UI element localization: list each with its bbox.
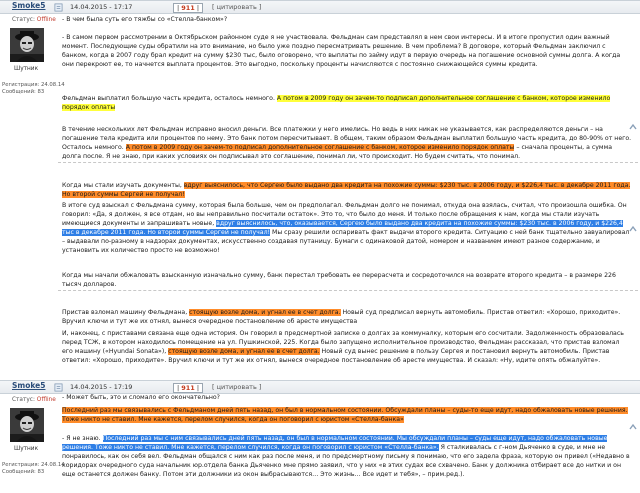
- text-span: В течение нескольких лет Фельдман исправно вносил деньги. Все платежки у него имелись. Но ведь в них никак не указывается, как распределяются деньги – на погашение тела кредита или процентов по нему. Это банк потом пересчитывает. В общем, таким образом Фельдман выплатил большую часть кредита, до 80-90% от него. Осталось немного.: [62, 126, 632, 151]
- post-number: 911: [181, 4, 195, 12]
- section-divider: [58, 162, 638, 163]
- post-paragraph: [62, 182, 632, 200]
- text-span: - Я не знаю.: [62, 435, 103, 442]
- user-rank: Шутник: [14, 66, 39, 72]
- text-span: Мы сразу решили оспаривать факт выдачи второго кредита. Ситуацию с ней банк тщательно завуалировал – выдавали по-разному в надзорах документах, искусственно создавая путаницу. Бумаги с одинаковой датой, номером и названием имеют разное содержание, и установить их количество просто не возможно!: [62, 228, 630, 254]
- text-span: Я сталкивалась с г-ном Дьяченко в суде, и мне не понравилось, как он себя вел. Фельдман общался с ним как раз после меня, и по предсмертному письму я понимаю, что его задела фраза, которую он привел («Недавно в коридорах очередного суда начальник юр.отдела банка Дьяченко мне прямо заявил, что у них «в этих судах все схвачено. Банк у должника отбирает все до нитки и он еще останется должен банку. Потом эти должники из окон выбрасываются… Это жизнь… Все идет и тебя», – прим.ред.).: [62, 443, 630, 478]
- quote-button[interactable]: [ цитировать ]: [212, 3, 262, 11]
- username-link[interactable]: Smoke5: [12, 1, 46, 10]
- post-header: [0, 380, 640, 394]
- post-paragraph: [62, 407, 632, 425]
- post-paragraph: [62, 126, 632, 162]
- avatar[interactable]: [10, 28, 44, 62]
- post-header: [0, 0, 640, 14]
- post-icon: [54, 383, 63, 392]
- text-span: Новый суд предписал вернуть автомобиль. Пристав ответил: «Хорошо, приходите». Вручил ключи и тут же их отнял, вынеся очередное постановление об аресте имущества: [62, 309, 621, 325]
- status-line: [12, 16, 56, 25]
- text-span: Пристав взломал машину Фельдмана,: [62, 309, 190, 316]
- highlighted-text: А потом в 2009 году он зачем-то подписал дополнительное соглашение с банком, которое изменило порядок оплаты: [125, 143, 515, 151]
- status-value: Offline: [36, 17, 56, 23]
- post-number: 911: [181, 384, 195, 392]
- post-paragraph: Когда мы начали обжаловать взысканную изначально сумму, банк перестал требовать ее перерасчета и сосредоточился на возврате второго кредита – в размере 226 тысяч долларов.: [62, 272, 616, 288]
- avatar[interactable]: [10, 408, 44, 442]
- section-divider: [58, 290, 638, 291]
- scroll-arrow-icon[interactable]: [628, 422, 638, 432]
- highlighted-text: стоящую возле дома, и угнал ее в счет долга.: [189, 309, 341, 316]
- highlighted-text: вдруг выяснилось, что, оказывается, Сергею было выдано два кредита на похожие суммы: $230 тыс. в 2006 году, и $226,4 тыс в декабре 2011 года. Но второй суммы Сергей не получал!: [62, 219, 623, 236]
- avatar-image: [10, 28, 44, 62]
- status-line: [12, 396, 56, 405]
- post-paragraph: - В чем была суть его тяжбы со «Стелла-банком»?: [62, 16, 228, 23]
- user-rank: Шутник: [14, 446, 39, 452]
- text-span: И, наконец, с приставами связана еще одна история. Он говорил в предсмертной записке о долгах за коммуналку, которым его сосчитали. Задолженность образовалась перед ТСЖ, в котором находилось помещение на ул. Пушкинской, 225. Когда было запущено исполнительное производство, Фельдман рассказал, что пристав взломал его машину («Hyundai Sonata»),: [62, 330, 624, 355]
- post-paragraph: - В самом первом рассмотрении в Октябрьском районном суде я не участвовала. Фельдман сам представлял в нем свои интересы. И в итоге пропустил один важный момент. Последующие суды обратили на это внимание, но было уже поздно пересматривать решение. В чем проблема? В договоре, который Фельдман заключил с банком, когда в 2007 году брал кредит на сумму $230 тыс, было оговорено, что выплаты по займу идут в первую очередь на погашение основной суммы долга. А когда они перекроют ее, то начнется выплата процентов. Это выгодно, поскольку проценты начисляются с постоянно снижающейся суммы кредита.: [62, 34, 621, 68]
- forum-post: [0, 380, 640, 493]
- post-paragraph: [62, 330, 632, 366]
- post-paragraph: [62, 95, 632, 113]
- registration-date: Регистрация: 24.08.14: [2, 462, 65, 468]
- post-icon: [54, 3, 63, 12]
- highlighted-text: стоящую возле дома, и угнал ее в счет долга.: [168, 347, 320, 355]
- scroll-arrow-icon[interactable]: [628, 122, 638, 132]
- scroll-arrow-icon[interactable]: [628, 224, 638, 234]
- post-date: 14.04.2015 - 17:17: [70, 3, 133, 11]
- status-label: Статус:: [12, 17, 35, 23]
- text-span: Новый суд вынес решение в пользу Сергея и постановил вернуть автомобиль. Пристав ответил: «Хорошо, приходите». Вручил ключи и тут же их отнял, вынеся очередное постановление об аресте имущества. И сказал: «Ну, идите опять обжалуйте».: [62, 347, 610, 364]
- post-date: 14.04.2015 - 17:19: [70, 383, 133, 391]
- post-paragraph: [62, 202, 632, 255]
- quote-button[interactable]: [ цитировать ]: [212, 383, 262, 391]
- post-paragraph: [62, 309, 632, 327]
- post-paragraph: [62, 435, 632, 480]
- highlighted-text: вдруг выяснилось, что Сергею было выдано два кредита на похожие суммы: $230 тыс. в 2006 году, и $226,4 тыс. в декабре 2011 года. Но второй суммы Сергей не получал!: [62, 182, 631, 198]
- avatar-image: [10, 408, 44, 442]
- username-link[interactable]: Smoke5: [12, 381, 46, 390]
- highlighted-text: Последний раз мы связывались с Фельдманом дней пять назад, он был в нормальном состоянии. Обсуждали планы – суды-то еще идут, надо обжаловать новые решения. Тоже никто не ставил. Мне кажется, перелом случился, когда он поговорил с юристом «Стелла-банка»: [62, 407, 628, 423]
- message-count: Сообщений: 83: [2, 89, 45, 95]
- message-count: Сообщений: 83: [2, 469, 45, 475]
- text-span: В итоге суд взыскал с Фельдмана сумму, которая была больше, чем он предполагал. Фельдман долго не понимал, откуда она взялась, считал, что произошла ошибка. Он говорил: «Да, я должен, я все отдам, но вы неправильно посчитали остаток». Это то, что было до меня. И только после обращения к нам, когда мы стали изучать имеющиеся документы и запрашивать новые,: [62, 202, 627, 227]
- text-span: – сначала проценты, а сумма долга после. Я не знаю, при каких условиях он подписывал это соглашение, понимал ли, что происходит. Но будем считать, что понимал.: [62, 143, 613, 160]
- text-span: Фельдман выплатил большую часть кредита, осталось немного.: [62, 95, 277, 102]
- registration-date: Регистрация: 24.08.14: [2, 82, 65, 88]
- highlighted-text: А потом в 2009 году он зачем-то подписал дополнительное соглашение с банком, которое изменило порядок оплаты: [62, 95, 611, 111]
- post-number-badge[interactable]: | 911 |: [173, 3, 203, 13]
- highlighted-text: Последний раз мы с ним связывались дней пять назад, он был в нормальном состоянии. Мы обсуждали планы – суды еще идут, надо обжаловать новые решения. Тоже никто не ставил. Мне кажется, перелом случился, когда он поговорил с юристом «Стелла-банка».: [62, 435, 608, 451]
- status-value: Offline: [36, 397, 56, 403]
- status-label: Статус:: [12, 397, 35, 403]
- text-span: Когда мы стали изучать документы,: [62, 182, 184, 189]
- post-paragraph: - Может быть, это и сломало его окончательно?: [62, 394, 220, 401]
- post-number-badge[interactable]: | 911 |: [173, 383, 203, 393]
